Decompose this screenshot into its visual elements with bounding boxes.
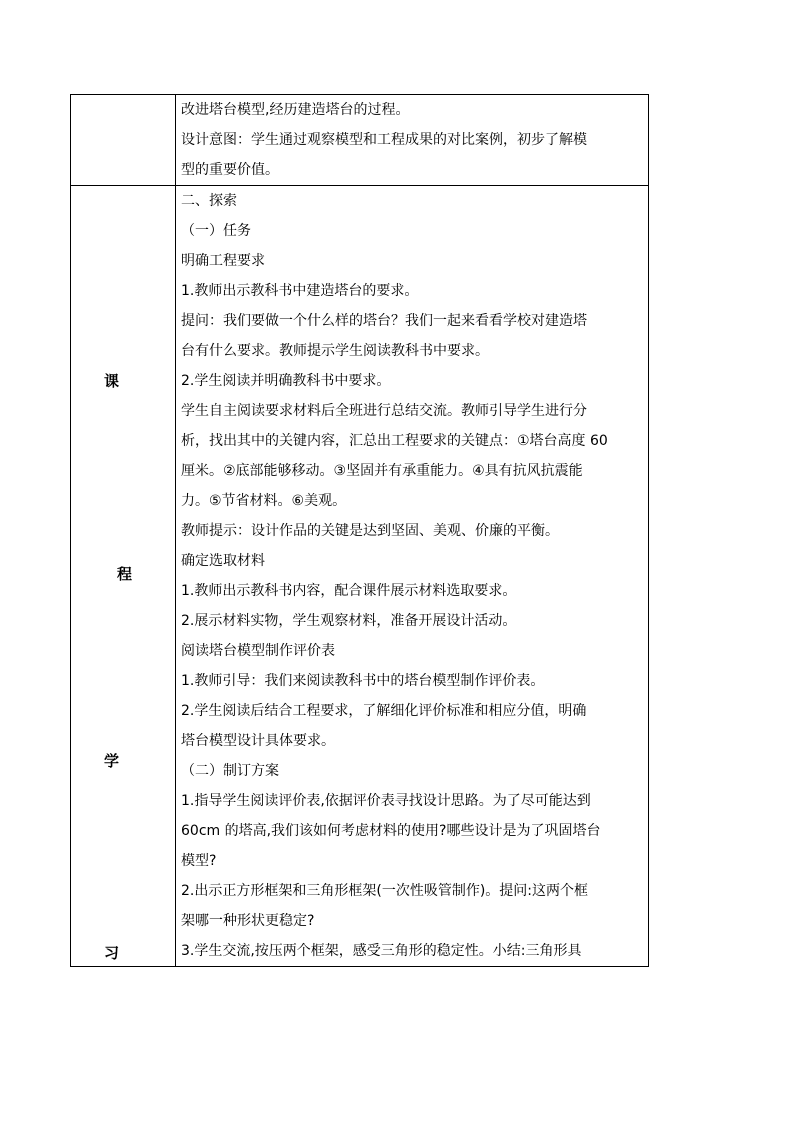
side-label-char: 习 [104,944,120,962]
text-line: 力。⑤节省材料。⑥美观。 [181,493,347,509]
text-line: 1.教师出示教科书中建造塔台的要求。 [181,283,419,299]
text-line: 60cm 的塔高,我们该如何考虑材料的使用?哪些设计是为了巩固塔台 [181,823,601,839]
text-line: 模型? [181,853,217,869]
text-line: 二、探索 [181,193,237,209]
side-label-char: 课 [104,372,120,390]
table-row-top [71,95,648,185]
text-line: 教师提示：设计作品的关键是达到坚固、美观、价廉的平衡。 [181,523,559,539]
text-line: 改进塔台模型,经历建造塔台的过程。 [181,102,410,118]
text-line: 2.展示材料实物，学生观察材料，准备开展设计活动。 [181,613,517,629]
side-label-char: 程 [117,565,133,583]
text-line: 1.指导学生阅读评价表,依据评价表寻找设计思路。为了尽可能达到 [181,793,591,809]
text-line: 塔台模型设计具体要求。 [181,733,335,749]
text-line: （一）任务 [181,223,251,239]
text-line: 2.学生阅读后结合工程要求，了解细化评价标准和相应分值，明确 [181,703,587,719]
text-line: 确定选取材料 [181,553,265,569]
text-line: 台有什么要求。教师提示学生阅读教科书中要求。 [181,343,489,359]
text-line: 型的重要价值。 [181,162,279,178]
text-line: 1.教师引导：我们来阅读教科书中的塔台模型制作评价表。 [181,673,545,689]
text-line: 1.教师出示教科书内容，配合课件展示材料选取要求。 [181,583,517,599]
empty-label-cell [71,95,176,185]
text-line: 明确工程要求 [181,253,265,269]
text-line: 设计意图：学生通过观察模型和工程成果的对比案例，初步了解模 [181,132,587,148]
text-line: 提问：我们要做一个什么样的塔台？我们一起来看看学校对建造塔 [181,313,587,329]
text-line: （二）制订方案 [181,763,279,779]
lesson-table [70,94,649,967]
main-content-cell [176,186,648,966]
text-line: 3.学生交流,按压两个框架，感受三角形的稳定性。小结:三角形具 [181,943,582,959]
text-line: 析，找出其中的关键内容，汇总出工程要求的关键点：①塔台高度 60 [181,433,608,449]
side-label-char: 学 [104,752,120,770]
text-line: 2.学生阅读并明确教科书中要求。 [181,373,391,389]
top-content-cell [176,95,648,185]
text-line: 架哪一种形状更稳定? [181,913,315,929]
text-line: 阅读塔台模型制作评价表 [181,643,335,659]
side-label-cell [71,186,176,966]
text-line: 2.出示正方形框架和三角形框架(一次性吸管制作)。提问:这两个框 [181,883,588,899]
table-row-main [71,185,648,966]
text-line: 厘米。②底部能够移动。③坚固并有承重能力。④具有抗风抗震能 [181,463,583,479]
text-line: 学生自主阅读要求材料后全班进行总结交流。教师引导学生进行分 [181,403,587,419]
